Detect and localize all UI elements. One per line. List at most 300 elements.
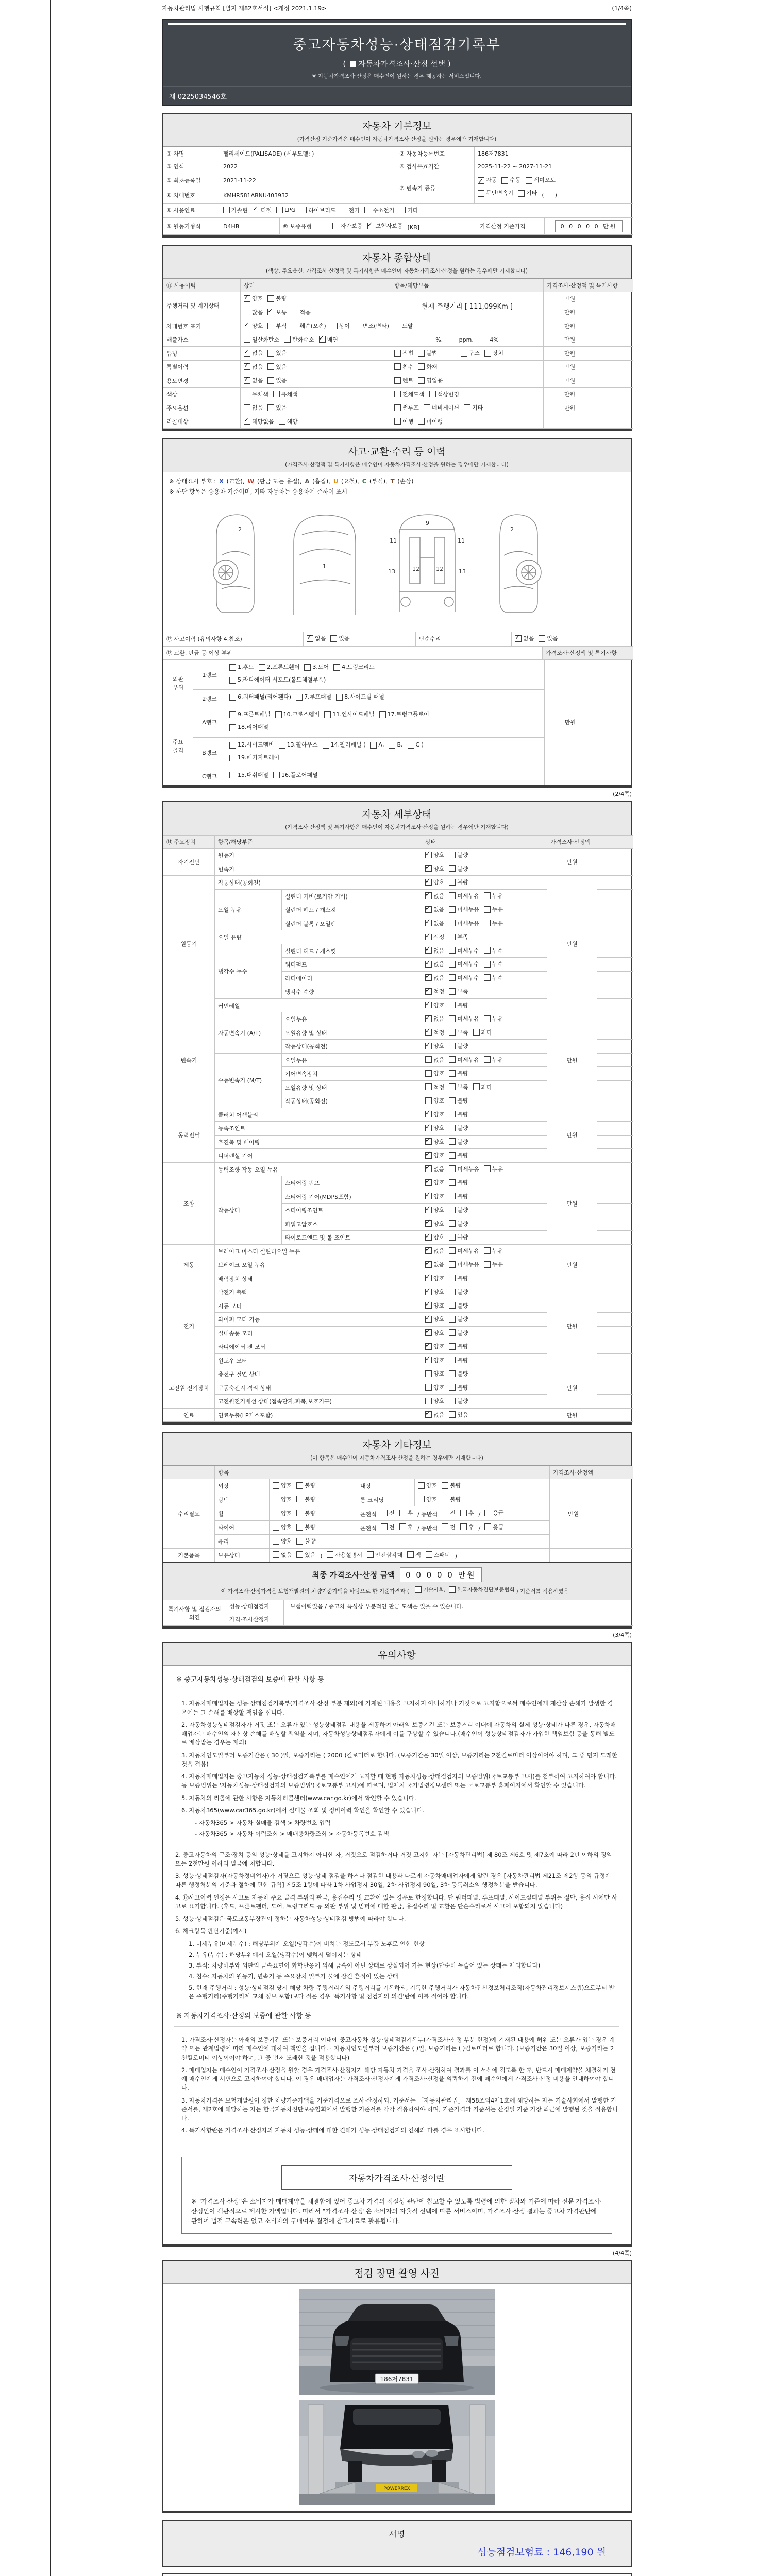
- checkbox-box-icon[interactable]: [425, 1234, 432, 1241]
- checkbox-unchecked[interactable]: [449, 1301, 468, 1310]
- checkbox-box-icon[interactable]: [229, 755, 236, 761]
- checkbox-unchecked[interactable]: [418, 363, 437, 371]
- checkbox-box-icon[interactable]: [461, 350, 467, 357]
- checkbox-unchecked[interactable]: [399, 1523, 413, 1531]
- checkbox-unchecked[interactable]: [449, 1411, 468, 1419]
- checkbox-checked[interactable]: [425, 1110, 444, 1118]
- checkbox-checked[interactable]: [425, 1165, 444, 1173]
- checkbox-box-icon[interactable]: [296, 694, 303, 701]
- checkbox-box-icon[interactable]: [244, 391, 250, 397]
- checkbox-box-icon[interactable]: [425, 920, 432, 926]
- checkbox-unchecked[interactable]: [425, 1383, 444, 1392]
- checkbox-checked[interactable]: [425, 1192, 444, 1200]
- checkbox-box-icon[interactable]: [296, 1538, 303, 1545]
- checkbox-box-icon[interactable]: [275, 711, 282, 718]
- checkbox-unchecked[interactable]: [229, 709, 271, 720]
- checkbox-box-icon[interactable]: [367, 223, 374, 229]
- checkbox-box-icon[interactable]: [425, 988, 432, 995]
- checkbox-box-icon[interactable]: [296, 1510, 303, 1516]
- checkbox-unchecked[interactable]: [449, 933, 468, 941]
- checkbox-box-icon[interactable]: [484, 947, 491, 954]
- checkbox-box-icon[interactable]: [449, 1398, 456, 1404]
- checkbox-unchecked[interactable]: [273, 1537, 292, 1545]
- checkbox-checked[interactable]: [425, 1178, 444, 1187]
- checkbox-box-icon[interactable]: [333, 664, 340, 671]
- checkbox-box-icon[interactable]: [501, 177, 508, 184]
- checkbox-box-icon[interactable]: [244, 309, 250, 315]
- checkbox-box-icon[interactable]: [425, 1220, 432, 1227]
- checkbox-box-icon[interactable]: [276, 207, 283, 213]
- checkbox-box-icon[interactable]: [484, 906, 491, 913]
- checkbox-unchecked[interactable]: [425, 1083, 444, 1091]
- checkbox-unchecked[interactable]: [449, 1192, 468, 1200]
- checkbox-box-icon[interactable]: [267, 309, 274, 315]
- checkbox-box-icon[interactable]: [389, 742, 395, 749]
- checkbox-box-icon[interactable]: [515, 635, 522, 642]
- checkbox-box-icon[interactable]: [229, 772, 236, 778]
- checkbox-unchecked[interactable]: [449, 1165, 479, 1173]
- checkbox-unchecked[interactable]: [370, 740, 384, 751]
- checkbox-box-icon[interactable]: [394, 350, 401, 357]
- checkbox-box-icon[interactable]: [296, 1524, 303, 1531]
- checkbox-box-icon[interactable]: [244, 295, 250, 302]
- checkbox-box-icon[interactable]: [484, 1015, 491, 1022]
- checkbox-box-icon[interactable]: [449, 1370, 456, 1377]
- checkbox-checked[interactable]: [425, 1233, 444, 1241]
- checkbox-checked[interactable]: [425, 1151, 444, 1159]
- checkbox-box-icon[interactable]: [244, 350, 250, 357]
- checkbox-unchecked[interactable]: [279, 740, 318, 751]
- checkbox-unchecked[interactable]: [449, 1329, 468, 1337]
- checkbox-unchecked[interactable]: [336, 692, 384, 703]
- checkbox-box-icon[interactable]: [425, 961, 432, 968]
- checkbox-unchecked[interactable]: [429, 390, 460, 398]
- checkbox-box-icon[interactable]: [449, 947, 456, 954]
- checkbox-box-icon[interactable]: [484, 892, 491, 899]
- checkbox-unchecked[interactable]: [415, 1586, 446, 1594]
- checkbox-box-icon[interactable]: [425, 1343, 432, 1350]
- checkbox-box-icon[interactable]: [304, 664, 311, 671]
- checkbox-unchecked[interactable]: [425, 1397, 444, 1405]
- checkbox-unchecked[interactable]: [259, 662, 300, 673]
- checkbox-unchecked[interactable]: [449, 1219, 468, 1228]
- checkbox-box-icon[interactable]: [425, 1302, 432, 1309]
- checkbox-box-icon[interactable]: [267, 377, 274, 384]
- checkbox-box-icon[interactable]: [399, 207, 406, 213]
- checkbox-box-icon[interactable]: [449, 1029, 456, 1036]
- checkbox-box-icon[interactable]: [425, 1261, 432, 1268]
- checkbox-unchecked[interactable]: [449, 1110, 468, 1118]
- checkbox-box-icon[interactable]: [484, 1165, 491, 1172]
- checkbox-unchecked[interactable]: [484, 946, 503, 955]
- checkbox-box-icon[interactable]: [273, 1551, 279, 1558]
- checkbox-box-icon[interactable]: [425, 1111, 432, 1117]
- checkbox-unchecked[interactable]: [449, 1056, 479, 1064]
- checkbox-checked[interactable]: [425, 1042, 444, 1050]
- checkbox-unchecked[interactable]: [449, 1315, 468, 1323]
- checkbox-box-icon[interactable]: [449, 974, 456, 981]
- checkbox-box-icon[interactable]: [478, 177, 484, 184]
- checkbox-box-icon[interactable]: [394, 391, 401, 397]
- checkbox-box-icon[interactable]: [449, 920, 456, 926]
- checkbox-box-icon[interactable]: [273, 391, 280, 397]
- checkbox-box-icon[interactable]: [526, 177, 532, 184]
- checkbox-unchecked[interactable]: [229, 753, 279, 764]
- checkbox-box-icon[interactable]: [425, 1275, 432, 1281]
- checkbox-unchecked[interactable]: [273, 390, 298, 398]
- checkbox-box-icon[interactable]: [341, 207, 347, 213]
- checkbox-box-icon[interactable]: [449, 1411, 456, 1418]
- checkbox-box-icon[interactable]: [399, 1510, 406, 1516]
- checkbox-checked[interactable]: [425, 851, 444, 859]
- checkbox-box-icon[interactable]: [425, 1370, 432, 1377]
- checkbox-unchecked[interactable]: [364, 206, 395, 214]
- checkbox-unchecked[interactable]: [355, 321, 389, 330]
- checkbox-box-icon[interactable]: [449, 1043, 456, 1049]
- checkbox-box-icon[interactable]: [442, 1510, 448, 1516]
- checkbox-box-icon[interactable]: [449, 1125, 456, 1131]
- checkbox-box-icon[interactable]: [425, 1193, 432, 1199]
- checkbox-box-icon[interactable]: [425, 1015, 432, 1022]
- checkbox-box-icon[interactable]: [425, 1398, 432, 1404]
- checkbox-unchecked[interactable]: [394, 376, 413, 384]
- checkbox-box-icon[interactable]: [367, 1551, 374, 1558]
- checkbox-unchecked[interactable]: [449, 1260, 479, 1268]
- checkbox-unchecked[interactable]: [449, 1083, 468, 1091]
- checkbox-checked[interactable]: [425, 892, 444, 900]
- checkbox-unchecked[interactable]: [484, 892, 503, 900]
- checkbox-checked[interactable]: [425, 865, 444, 873]
- checkbox-unchecked[interactable]: [273, 1481, 292, 1489]
- checkbox-box-icon[interactable]: [418, 1482, 425, 1489]
- checkbox-box-icon[interactable]: [449, 1070, 456, 1077]
- checkbox-unchecked[interactable]: [292, 321, 326, 330]
- checkbox-checked[interactable]: [425, 1124, 444, 1132]
- checkbox-unchecked[interactable]: [449, 1342, 468, 1350]
- checkbox-box-icon[interactable]: [327, 1551, 333, 1558]
- checkbox-box-icon[interactable]: [425, 1083, 432, 1090]
- checkbox-unchecked[interactable]: [449, 905, 479, 913]
- checkbox-unchecked[interactable]: [418, 1495, 437, 1503]
- checkbox-box-icon[interactable]: [449, 1302, 456, 1309]
- checkbox-unchecked[interactable]: [449, 1397, 468, 1405]
- checkbox-checked[interactable]: [244, 417, 274, 426]
- checkbox-unchecked[interactable]: [478, 188, 513, 199]
- checkbox-box-icon[interactable]: [330, 635, 337, 642]
- checkbox-box-icon[interactable]: [355, 323, 361, 329]
- checkbox-box-icon[interactable]: [425, 947, 432, 954]
- checkbox-box-icon[interactable]: [449, 1083, 456, 1090]
- checkbox-box-icon[interactable]: [381, 1510, 388, 1516]
- checkbox-box-icon[interactable]: [229, 664, 236, 671]
- checkbox-unchecked[interactable]: [484, 919, 503, 927]
- checkbox-box-icon[interactable]: [273, 1496, 279, 1502]
- checkbox-unchecked[interactable]: [484, 974, 503, 982]
- checkbox-unchecked[interactable]: [449, 892, 479, 900]
- checkbox-box-icon[interactable]: [425, 1152, 432, 1159]
- checkbox-box-icon[interactable]: [267, 350, 274, 357]
- checkbox-checked[interactable]: [425, 960, 444, 968]
- checkbox-checked[interactable]: [244, 294, 263, 302]
- checkbox-unchecked[interactable]: [267, 321, 287, 330]
- checkbox-checked[interactable]: [307, 634, 326, 642]
- checkbox-box-icon[interactable]: [473, 1083, 480, 1090]
- checkbox-box-icon[interactable]: [418, 350, 425, 357]
- checkbox-box-icon[interactable]: [425, 1316, 432, 1323]
- checkbox-unchecked[interactable]: [449, 960, 479, 968]
- checkbox-box-icon[interactable]: [418, 418, 425, 425]
- checkbox-box-icon[interactable]: [425, 1384, 432, 1391]
- checkbox-box-icon[interactable]: [473, 1029, 480, 1036]
- checkbox-box-icon[interactable]: [394, 363, 401, 370]
- checkbox-unchecked[interactable]: [484, 1014, 503, 1023]
- checkbox-box-icon[interactable]: [364, 207, 371, 213]
- checkbox-unchecked[interactable]: [460, 1509, 474, 1517]
- checkbox-box-icon[interactable]: [429, 391, 436, 397]
- checkbox-checked[interactable]: [478, 175, 497, 186]
- checkbox-unchecked[interactable]: [332, 222, 363, 230]
- checkbox-unchecked[interactable]: [394, 321, 413, 330]
- checkbox-unchecked[interactable]: [327, 1551, 362, 1559]
- checkbox-checked[interactable]: [425, 1260, 444, 1268]
- checkbox-box-icon[interactable]: [449, 1275, 456, 1281]
- checkbox-unchecked[interactable]: [449, 1138, 468, 1146]
- checkbox-unchecked[interactable]: [275, 709, 320, 720]
- checkbox-box-icon[interactable]: [449, 906, 456, 913]
- checkbox-unchecked[interactable]: [449, 1096, 468, 1105]
- checkbox-unchecked[interactable]: [267, 403, 287, 412]
- checkbox-unchecked[interactable]: [399, 206, 418, 214]
- checkbox-box-icon[interactable]: [425, 852, 432, 858]
- checkbox-box-icon[interactable]: [425, 1138, 432, 1145]
- checkbox-unchecked[interactable]: [267, 376, 287, 384]
- checkbox-box-icon[interactable]: [331, 323, 338, 329]
- checkbox-unchecked[interactable]: [418, 376, 443, 384]
- checkbox-unchecked[interactable]: [296, 1509, 315, 1517]
- checkbox-box-icon[interactable]: [449, 1220, 456, 1227]
- checkbox-checked[interactable]: [425, 919, 444, 927]
- checkbox-box-icon[interactable]: [425, 892, 432, 899]
- checkbox-unchecked[interactable]: [394, 403, 419, 412]
- checkbox-box-icon[interactable]: [449, 1152, 456, 1159]
- checkbox-unchecked[interactable]: [526, 175, 556, 186]
- checkbox-checked[interactable]: [425, 1001, 444, 1009]
- checkbox-unchecked[interactable]: [296, 692, 331, 703]
- checkbox-box-icon[interactable]: [484, 1056, 491, 1063]
- checkbox-unchecked[interactable]: [267, 294, 287, 302]
- checkbox-unchecked[interactable]: [484, 1056, 503, 1064]
- checkbox-box-icon[interactable]: [229, 724, 236, 731]
- checkbox-box-icon[interactable]: [484, 920, 491, 926]
- checkbox-box-icon[interactable]: [284, 336, 291, 343]
- checkbox-box-icon[interactable]: [319, 336, 326, 343]
- checkbox-unchecked[interactable]: [449, 1001, 468, 1009]
- checkbox-box-icon[interactable]: [399, 1523, 406, 1530]
- checkbox-box-icon[interactable]: [279, 418, 285, 425]
- checkbox-box-icon[interactable]: [292, 323, 298, 329]
- checkbox-box-icon[interactable]: [267, 404, 274, 411]
- checkbox-box-icon[interactable]: [442, 1496, 448, 1502]
- checkbox-box-icon[interactable]: [425, 1289, 432, 1295]
- checkbox-unchecked[interactable]: [473, 1083, 492, 1091]
- checkbox-box-icon[interactable]: [425, 865, 432, 872]
- checkbox-unchecked[interactable]: [539, 634, 558, 642]
- checkbox-unchecked[interactable]: [244, 390, 268, 398]
- checkbox-box-icon[interactable]: [449, 1165, 456, 1172]
- checkbox-box-icon[interactable]: [425, 1029, 432, 1036]
- checkbox-unchecked[interactable]: [449, 974, 479, 982]
- checkbox-box-icon[interactable]: [484, 1523, 491, 1530]
- checkbox-box-icon[interactable]: [273, 1524, 279, 1531]
- checkbox-box-icon[interactable]: [449, 934, 456, 940]
- checkbox-unchecked[interactable]: [449, 1287, 468, 1296]
- checkbox-unchecked[interactable]: [449, 1356, 468, 1364]
- checkbox-unchecked[interactable]: [449, 865, 468, 873]
- checkbox-unchecked[interactable]: [473, 1028, 492, 1037]
- checkbox-box-icon[interactable]: [425, 1411, 432, 1418]
- checkbox-unchecked[interactable]: [229, 770, 268, 781]
- checkbox-unchecked[interactable]: [484, 1247, 503, 1255]
- checkbox-unchecked[interactable]: [279, 417, 298, 426]
- checkbox-unchecked[interactable]: [399, 1509, 413, 1517]
- checkbox-box-icon[interactable]: [449, 1193, 456, 1199]
- checkbox-unchecked[interactable]: [300, 206, 335, 214]
- checkbox-box-icon[interactable]: [324, 711, 331, 718]
- checkbox-checked[interactable]: [425, 1206, 444, 1214]
- checkbox-unchecked[interactable]: [425, 1369, 444, 1378]
- checkbox-unchecked[interactable]: [244, 308, 263, 316]
- checkbox-box-icon[interactable]: [223, 207, 230, 213]
- checkbox-unchecked[interactable]: [449, 878, 468, 886]
- checkbox-unchecked[interactable]: [449, 1124, 468, 1132]
- checkbox-unchecked[interactable]: [389, 740, 402, 751]
- checkbox-box-icon[interactable]: [449, 1056, 456, 1063]
- checkbox-box-icon[interactable]: [273, 1538, 279, 1545]
- checkbox-unchecked[interactable]: [229, 662, 254, 673]
- checkbox-box-icon[interactable]: [418, 363, 425, 370]
- checkbox-unchecked[interactable]: [484, 1165, 503, 1173]
- checkbox-unchecked[interactable]: [296, 1523, 315, 1531]
- checkbox-box-icon[interactable]: [425, 1043, 432, 1049]
- checkbox-unchecked[interactable]: [449, 1586, 515, 1594]
- checkbox-checked[interactable]: [425, 1014, 444, 1023]
- checkbox-unchecked[interactable]: [449, 1247, 479, 1255]
- checkbox-unchecked[interactable]: [425, 1096, 444, 1105]
- checkbox-box-icon[interactable]: [244, 363, 250, 370]
- checkbox-box-icon[interactable]: [449, 1179, 456, 1186]
- checkbox-box-icon[interactable]: [449, 1207, 456, 1213]
- checkbox-checked[interactable]: [425, 1138, 444, 1146]
- checkbox-box-icon[interactable]: [460, 1510, 467, 1516]
- checkbox-box-icon[interactable]: [425, 1125, 432, 1131]
- checkbox-box-icon[interactable]: [449, 1234, 456, 1241]
- checkbox-box-icon[interactable]: [449, 961, 456, 968]
- checkbox-checked[interactable]: [425, 1028, 444, 1037]
- checkbox-unchecked[interactable]: [367, 1551, 402, 1559]
- checkbox-unchecked[interactable]: [323, 740, 366, 751]
- checkbox-box-icon[interactable]: [460, 1523, 467, 1530]
- checkbox-box-icon[interactable]: [244, 323, 250, 329]
- checkbox-box-icon[interactable]: [484, 1261, 491, 1268]
- checkbox-box-icon[interactable]: [425, 1002, 432, 1008]
- checkbox-box-icon[interactable]: [484, 1510, 491, 1516]
- checkbox-box-icon[interactable]: [425, 879, 432, 886]
- checkbox-box-icon[interactable]: [484, 1247, 491, 1254]
- checkbox-unchecked[interactable]: [296, 1481, 315, 1489]
- checkbox-box-icon[interactable]: [425, 1179, 432, 1186]
- checkbox-unchecked[interactable]: [484, 1260, 503, 1268]
- checkbox-checked[interactable]: [425, 974, 444, 982]
- checkbox-checked[interactable]: [244, 363, 263, 371]
- checkbox-box-icon[interactable]: [449, 1357, 456, 1363]
- checkbox-unchecked[interactable]: [333, 662, 375, 673]
- checkbox-unchecked[interactable]: [518, 188, 537, 199]
- checkbox-box-icon[interactable]: [449, 1002, 456, 1008]
- checkbox-box-icon[interactable]: [381, 1523, 388, 1530]
- checkbox-box-icon[interactable]: [449, 1384, 456, 1391]
- checkbox-box-icon[interactable]: [442, 1523, 448, 1530]
- checkbox-box-icon[interactable]: [424, 404, 430, 411]
- checkbox-unchecked[interactable]: [425, 1069, 444, 1077]
- checkbox-unchecked[interactable]: [449, 946, 479, 955]
- checkbox-unchecked[interactable]: [341, 206, 360, 214]
- checkbox-unchecked[interactable]: [418, 349, 437, 357]
- checkbox-unchecked[interactable]: [449, 1042, 468, 1050]
- checkbox-box-icon[interactable]: [394, 418, 401, 425]
- checkbox-unchecked[interactable]: [442, 1509, 456, 1517]
- checkbox-box-icon[interactable]: [244, 418, 250, 425]
- checkbox-unchecked[interactable]: [276, 207, 295, 213]
- checkbox-checked[interactable]: [367, 222, 403, 230]
- checkbox-unchecked[interactable]: [381, 1509, 395, 1517]
- checkbox-box-icon[interactable]: [425, 1070, 432, 1077]
- checkbox-box-icon[interactable]: [449, 1329, 456, 1336]
- checkbox-unchecked[interactable]: [244, 335, 279, 344]
- checkbox-box-icon[interactable]: [449, 865, 456, 872]
- checkbox-box-icon[interactable]: [229, 711, 236, 718]
- checkbox-checked[interactable]: [425, 933, 444, 941]
- checkbox-box-icon[interactable]: [449, 1316, 456, 1323]
- checkbox-unchecked[interactable]: [460, 1523, 474, 1531]
- checkbox-unchecked[interactable]: [331, 321, 350, 330]
- checkbox-checked[interactable]: [425, 987, 444, 995]
- checkbox-unchecked[interactable]: [381, 1523, 395, 1531]
- checkbox-checked[interactable]: [425, 946, 444, 955]
- checkbox-box-icon[interactable]: [267, 295, 274, 302]
- checkbox-box-icon[interactable]: [300, 207, 307, 213]
- checkbox-unchecked[interactable]: [244, 403, 263, 412]
- checkbox-box-icon[interactable]: [539, 635, 545, 642]
- checkbox-unchecked[interactable]: [223, 206, 248, 214]
- checkbox-box-icon[interactable]: [418, 377, 425, 384]
- checkbox-unchecked[interactable]: [449, 1151, 468, 1159]
- checkbox-unchecked[interactable]: [449, 1069, 468, 1077]
- checkbox-unchecked[interactable]: [426, 1551, 450, 1559]
- checkbox-unchecked[interactable]: [273, 1551, 292, 1559]
- checkbox-box-icon[interactable]: [425, 974, 432, 981]
- checkbox-unchecked[interactable]: [449, 919, 479, 927]
- checkbox-box-icon[interactable]: [449, 879, 456, 886]
- checkbox-unchecked[interactable]: [394, 349, 413, 357]
- checkbox-box-icon[interactable]: [425, 1357, 432, 1363]
- checkbox-box-icon[interactable]: [273, 1510, 279, 1516]
- checkbox-box-icon[interactable]: [449, 1247, 456, 1254]
- checkbox-box-icon[interactable]: [273, 1482, 279, 1489]
- checkbox-box-icon[interactable]: [449, 1261, 456, 1268]
- checkbox-unchecked[interactable]: [449, 1178, 468, 1187]
- checkbox-box-icon[interactable]: [449, 852, 456, 858]
- checkbox-box-icon[interactable]: [464, 404, 470, 411]
